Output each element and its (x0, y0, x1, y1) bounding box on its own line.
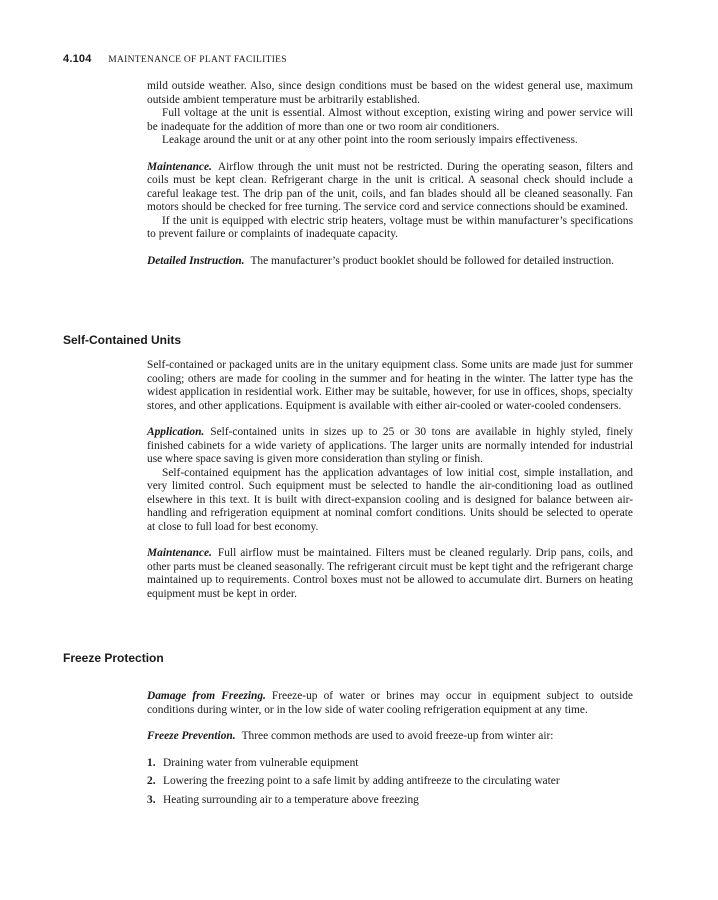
run-in-heading: Freeze Prevention. (147, 730, 236, 742)
list-item: 1. Draining water from vulnerable equipment (147, 756, 359, 769)
paragraph: If the unit is equipped with electric strip heaters, voltage must be within manufacturer’s specifications to prevent failure or complaints of inadequate capacity. (147, 214, 633, 240)
list-item: 2. Lowering the freezing point to a safe limit by adding antifreeze to the circulating water (147, 775, 560, 787)
methods-list (147, 757, 633, 808)
paragraph: Self-contained equipment has the application advantages of low initial cost, simple installation, and very limited control. Such equipment must be selected to handle the air-conditioning load as outlined elsewhere in this text. It is built with direct-expansion cooling and is designed for balance between air-handling and refrigeration equipment at nominal comfort conditions. Units should be selected to operate at close to full load for best economy. (147, 466, 633, 533)
freeze-block (147, 690, 633, 812)
prevention-paragraph: Freeze Prevention. Three common methods are used to avoid freeze-up from winter air: (147, 730, 554, 742)
damage-paragraph: Damage from Freezing. Freeze-up of water or brines may occur in equipment subject to outside conditions during winter, or in the low side of water cooling refrigeration equipment at any time. (147, 690, 633, 716)
run-in-heading: Damage from Freezing. (147, 690, 266, 702)
paragraph: Self-contained or packaged units are in the unitary equipment class. Some units are made just for summer cooling; others are made for cooling in the summer and for heating in the winter. The latter type has the widest application in residential work. Either may be suitable, however, for use in offices, shops, specialty stores, and other applications. Equipment is available with either air-cooled or water-cooled condensers. (147, 359, 633, 412)
paragraph: Leakage around the unit or at any other point into the room seriously impairs effectiveness. (162, 134, 578, 146)
application-paragraph: Application. Self-contained units in sizes up to 25 or 30 tons are available in highly styled, finely finished cabinets for a wide variety of applications. The larger units are normally intended for industrial use where space saving is given more consideration than styling or finish. (147, 426, 633, 465)
top-text-block (147, 80, 633, 268)
page-header (63, 53, 287, 65)
run-in-heading: Maintenance. (147, 547, 212, 559)
paragraph: mild outside weather. Also, since design conditions must be based on the widest general use, maximum outside ambient temperature must be arbitrarily established. (147, 80, 633, 106)
self-contained-block (147, 359, 633, 601)
page-number: 4.104 (63, 53, 92, 65)
list-item: 3. Heating surrounding air to a temperature above freezing (147, 793, 419, 806)
run-in-heading: Application. (147, 426, 205, 438)
section-title-freeze: Freeze Protection (63, 651, 164, 665)
run-in-heading: Detailed Instruction. (147, 254, 245, 267)
section-title-self-contained: Self-Contained Units (63, 333, 182, 347)
paragraph: Full voltage at the unit is essential. Almost without exception, existing wiring and power service will be inadequate for the addition of more than one or two room air conditioners. (147, 107, 633, 133)
run-in-heading: Maintenance. (147, 160, 212, 173)
running-title: MAINTENANCE OF PLANT FACILITIES (108, 55, 287, 65)
detailed-instruction-paragraph: Detailed Instruction. The manufacturer’s product booklet should be followed for detailed instruction. (147, 254, 615, 267)
maintenance-paragraph: Maintenance. Full airflow must be maintained. Filters must be cleaned regularly. Drip pans, coils, and other parts must be cleaned seasonally. The refrigerant circuit must be kept tight and the refrigerant charge maintained up to requirements. Control boxes must not be allowed to accumulate dirt. Burners on heating equipment must be kept in order. (147, 547, 633, 600)
maintenance-paragraph: Maintenance. Airflow through the unit must not be restricted. During the operating season, filters and coils must be kept clean. Refrigerant charge in the unit is critical. A seasonal check should include a careful leakage test. The drip pan of the unit, coils, and fan blades should all be cleaned seasonally. Fan motors should be checked for free turning. The service cord and service connections should be examined. (147, 160, 633, 213)
